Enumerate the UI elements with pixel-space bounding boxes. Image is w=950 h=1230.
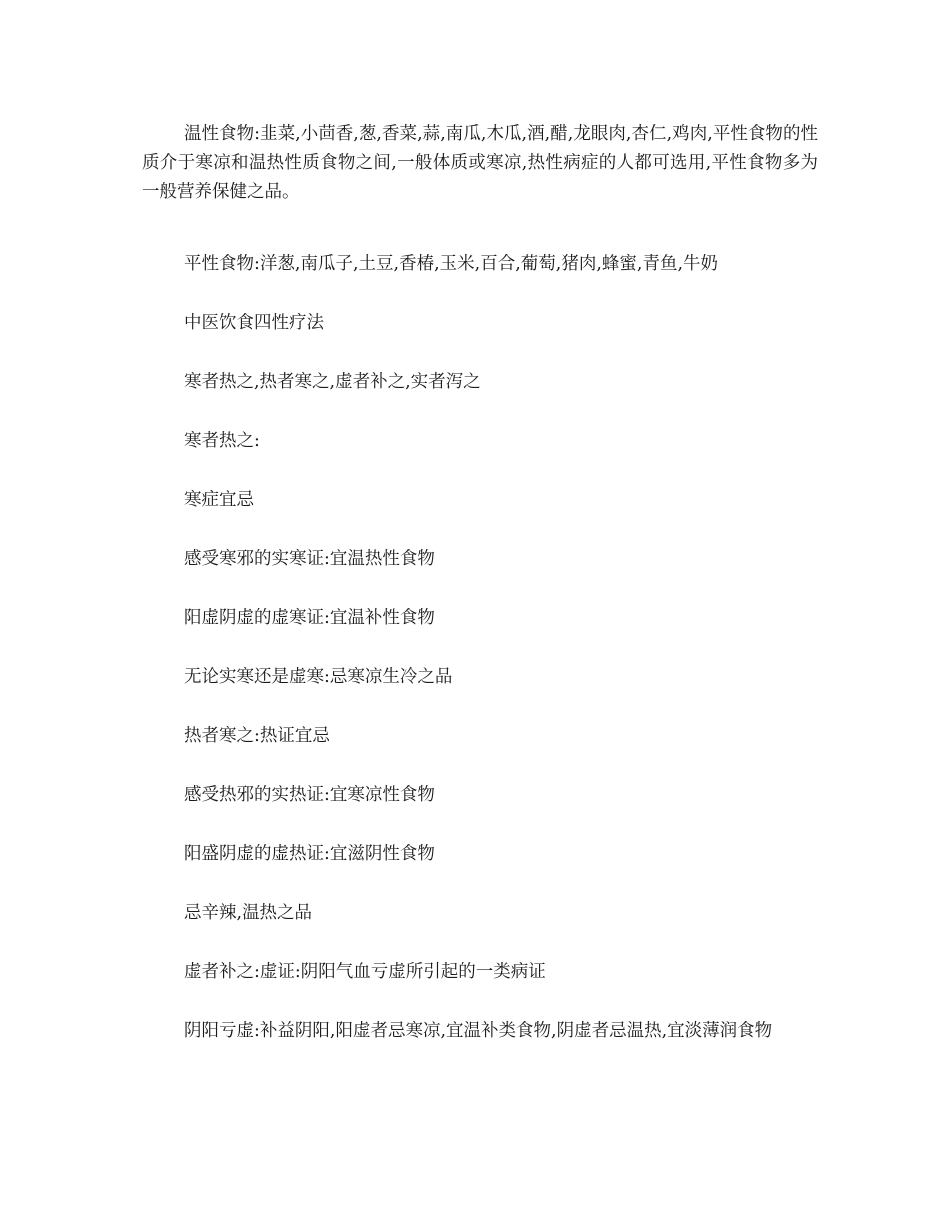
paragraph-neutral-foods: 平性食物:洋葱,南瓜子,土豆,香椿,玉米,百合,葡萄,猪肉,蜂蜜,青鱼,牛奶 xyxy=(184,254,719,274)
paragraph-warm-foods: 温性食物:韭菜,小茴香,葱,香菜,蒜,南瓜,木瓜,酒,醋,龙眼肉,杏仁,鸡肉,平性食物的性质介于寒凉和温热性质食物之间,一般体质或寒凉,热性病症的人都可选用,平性食物多为一般营养保健之品。 xyxy=(142,124,818,202)
paragraph-yin-yang-deficiency: 阴阳亏虚:补益阴阳,阳虚者忌寒凉,宜温补类食物,阴虚者忌温热,宜淡薄润食物 xyxy=(184,1021,773,1041)
heading-four-natures-therapy: 中医饮食四性疗法 xyxy=(184,313,324,333)
paragraph-heat-treat-cold: 热者寒之:热证宜忌 xyxy=(184,726,330,746)
paragraph-deficiency-tonify: 虚者补之:虚证:阴阳气血亏虚所引起的一类病证 xyxy=(184,962,546,982)
paragraph-cold-treat-heat: 寒者热之: xyxy=(184,431,260,451)
paragraph-principles: 寒者热之,热者寒之,虚者补之,实者泻之 xyxy=(184,372,481,392)
paragraph-deficiency-heat: 阳盛阴虚的虚热证:宜滋阴性食物 xyxy=(184,844,435,864)
paragraph-deficiency-cold: 阳虚阴虚的虚寒证:宜温补性食物 xyxy=(184,608,435,628)
paragraph-excess-cold: 感受寒邪的实寒证:宜温热性食物 xyxy=(184,549,435,569)
paragraph-cold-syndrome: 寒症宜忌 xyxy=(184,490,254,510)
paragraph-avoid-spicy: 忌辛辣,温热之品 xyxy=(184,903,313,923)
paragraph-avoid-cold: 无论实寒还是虚寒:忌寒凉生冷之品 xyxy=(184,667,453,687)
paragraph-excess-heat: 感受热邪的实热证:宜寒凉性食物 xyxy=(184,785,435,805)
